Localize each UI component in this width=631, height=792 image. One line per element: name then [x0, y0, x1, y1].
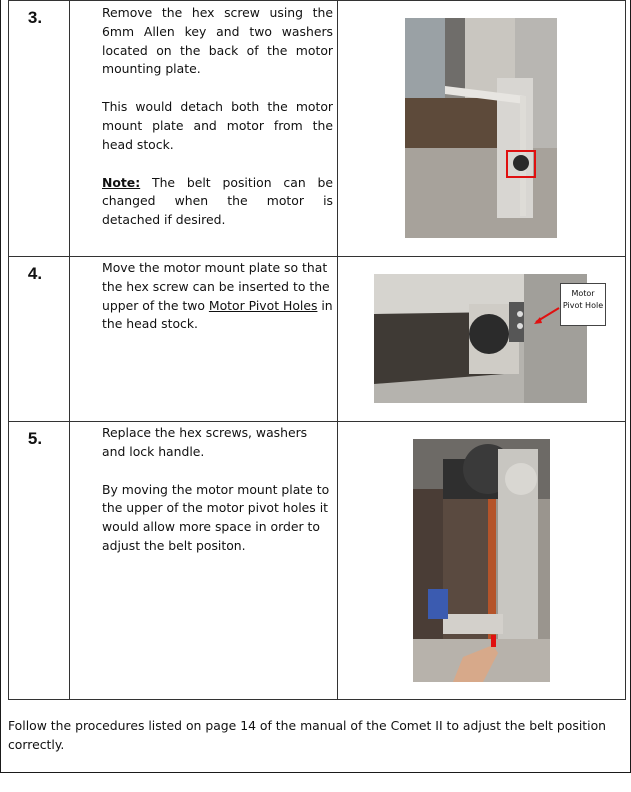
instruction-table [8, 0, 626, 700]
note-label: Note: [102, 174, 141, 190]
step-number: 3. [27, 8, 43, 27]
motor-pivot-holes-text: Motor Pivot Holes [208, 297, 318, 313]
belt-assembly-photo [413, 439, 550, 682]
step-row-5 [9, 422, 626, 700]
step-row-3 [9, 1, 626, 257]
step-3-paragraph-2: This would detach both the motor mount plate and motor from the head stock. [102, 99, 333, 152]
step-3-note [102, 174, 333, 230]
step-number: 4. [27, 264, 43, 283]
step-4-paragraph: Move the motor mount plate so that the hex screw can be inserted to the upper of the two Motor Pivot Holes in the head stock. [102, 260, 333, 332]
footer-note: Follow the procedures listed on page 14 of the manual of the Comet II to adjust the belt position correctly. [8, 718, 607, 752]
pivot-hole-photo [374, 274, 587, 403]
motor-pivot-hole-callout: Motor Pivot Hole [560, 283, 606, 326]
step-3-paragraph-1: Remove the hex screw using the 6mm Allen key and two washers located on the back of the motor mounting plate. [102, 5, 333, 77]
step-5-paragraph-1: Replace the hex screws, washers and lock handle. [102, 425, 308, 459]
note-text: The belt position can be changed when the motor is detached if desired. [102, 174, 333, 228]
motor-mount-photo [405, 18, 557, 238]
step-row-4 [9, 257, 626, 422]
step-number: 5. [27, 429, 43, 448]
step-5-paragraph-2: By moving the motor mount plate to the upper of the motor pivot holes it would allow more space in order to adjust the belt positon. [102, 481, 330, 553]
